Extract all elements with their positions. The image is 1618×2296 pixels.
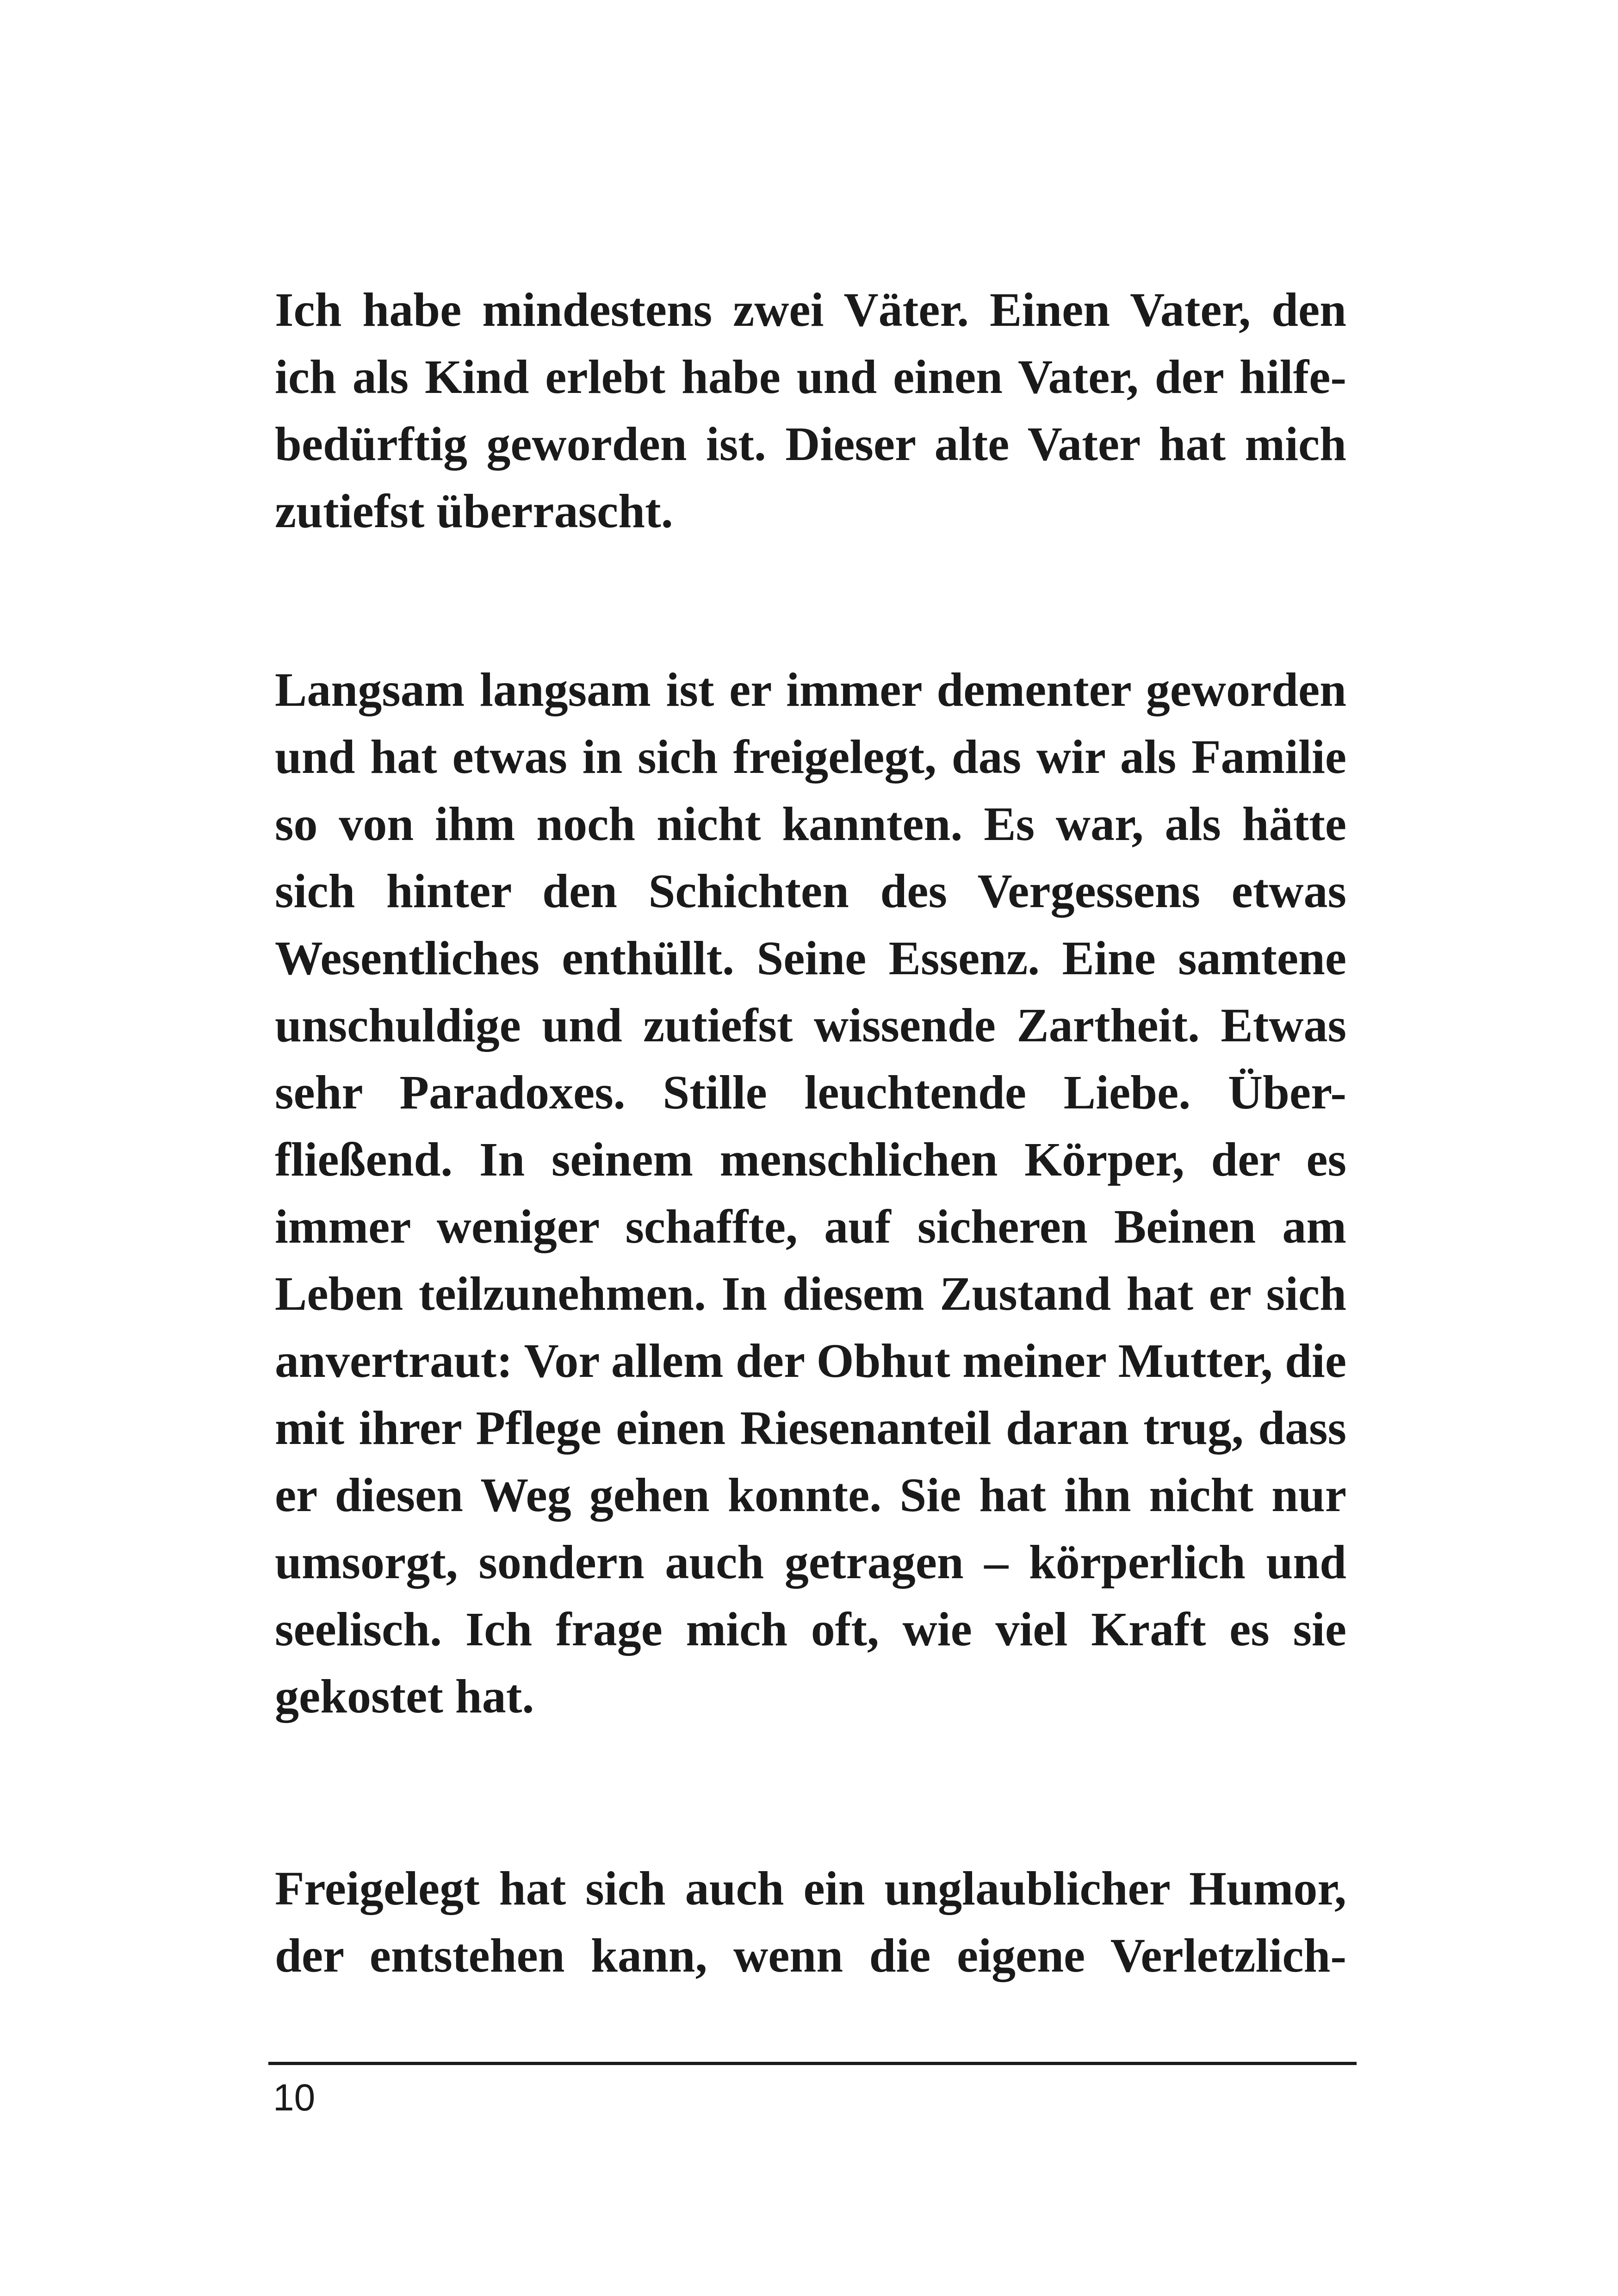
text-line: fließend. In seinem menschlichen Körper, der es — [275, 1133, 1346, 1186]
text-line: sehr Paradoxes. Stille leuchtende Liebe. Über- — [275, 1066, 1346, 1119]
text-line: umsorgt, sondern auch getragen – körperlich und — [275, 1536, 1346, 1589]
paragraph-2 — [275, 656, 1346, 1730]
text-line: Ich habe mindestens zwei Väter. Einen Vater, den — [275, 283, 1346, 336]
text-line: ich als Kind erlebt habe und einen Vater, der hilfe- — [275, 350, 1346, 404]
text-line: Leben teilzunehmen. In diesem Zustand hat er sich — [275, 1267, 1346, 1320]
text-line: mit ihrer Pflege einen Riesenanteil daran trug, dass — [275, 1401, 1346, 1455]
paragraph-3 — [275, 1855, 1346, 1989]
text-line: anvertraut: Vor allem der Obhut meiner Mutter, die — [275, 1334, 1346, 1388]
page-number: 10 — [273, 2077, 316, 2119]
text-line: unschuldige und zutiefst wissende Zartheit. Etwas — [275, 999, 1346, 1052]
text-line: so von ihm noch nicht kannten. Es war, als hätte — [275, 797, 1346, 851]
text-line: gekostet hat. — [275, 1670, 534, 1723]
text-line: seelisch. Ich frage mich oft, wie viel Kraft es sie — [275, 1603, 1346, 1656]
text-line: er diesen Weg gehen konnte. Sie hat ihn nicht nur — [275, 1468, 1346, 1522]
text-line: Wesentliches enthüllt. Seine Essenz. Eine samtene — [275, 932, 1346, 985]
text-line: sich hinter den Schichten des Vergessens etwas — [275, 865, 1346, 918]
footer-divider — [268, 2062, 1357, 2065]
paragraph-1 — [275, 276, 1346, 545]
text-line: bedürftig geworden ist. Dieser alte Vater hat mich — [275, 417, 1346, 471]
text-line: Langsam langsam ist er immer dementer geworden — [275, 663, 1346, 716]
text-line: und hat etwas in sich freigelegt, das wir als Familie — [275, 730, 1346, 784]
text-line: zutiefst überrascht. — [275, 485, 673, 538]
text-line: Freigelegt hat sich auch ein unglaublicher Humor, — [275, 1862, 1346, 1915]
text-line: der entstehen kann, wenn die eigene Verletzlich- — [275, 1929, 1346, 1982]
text-line: immer weniger schaffte, auf sicheren Beinen am — [275, 1200, 1346, 1253]
